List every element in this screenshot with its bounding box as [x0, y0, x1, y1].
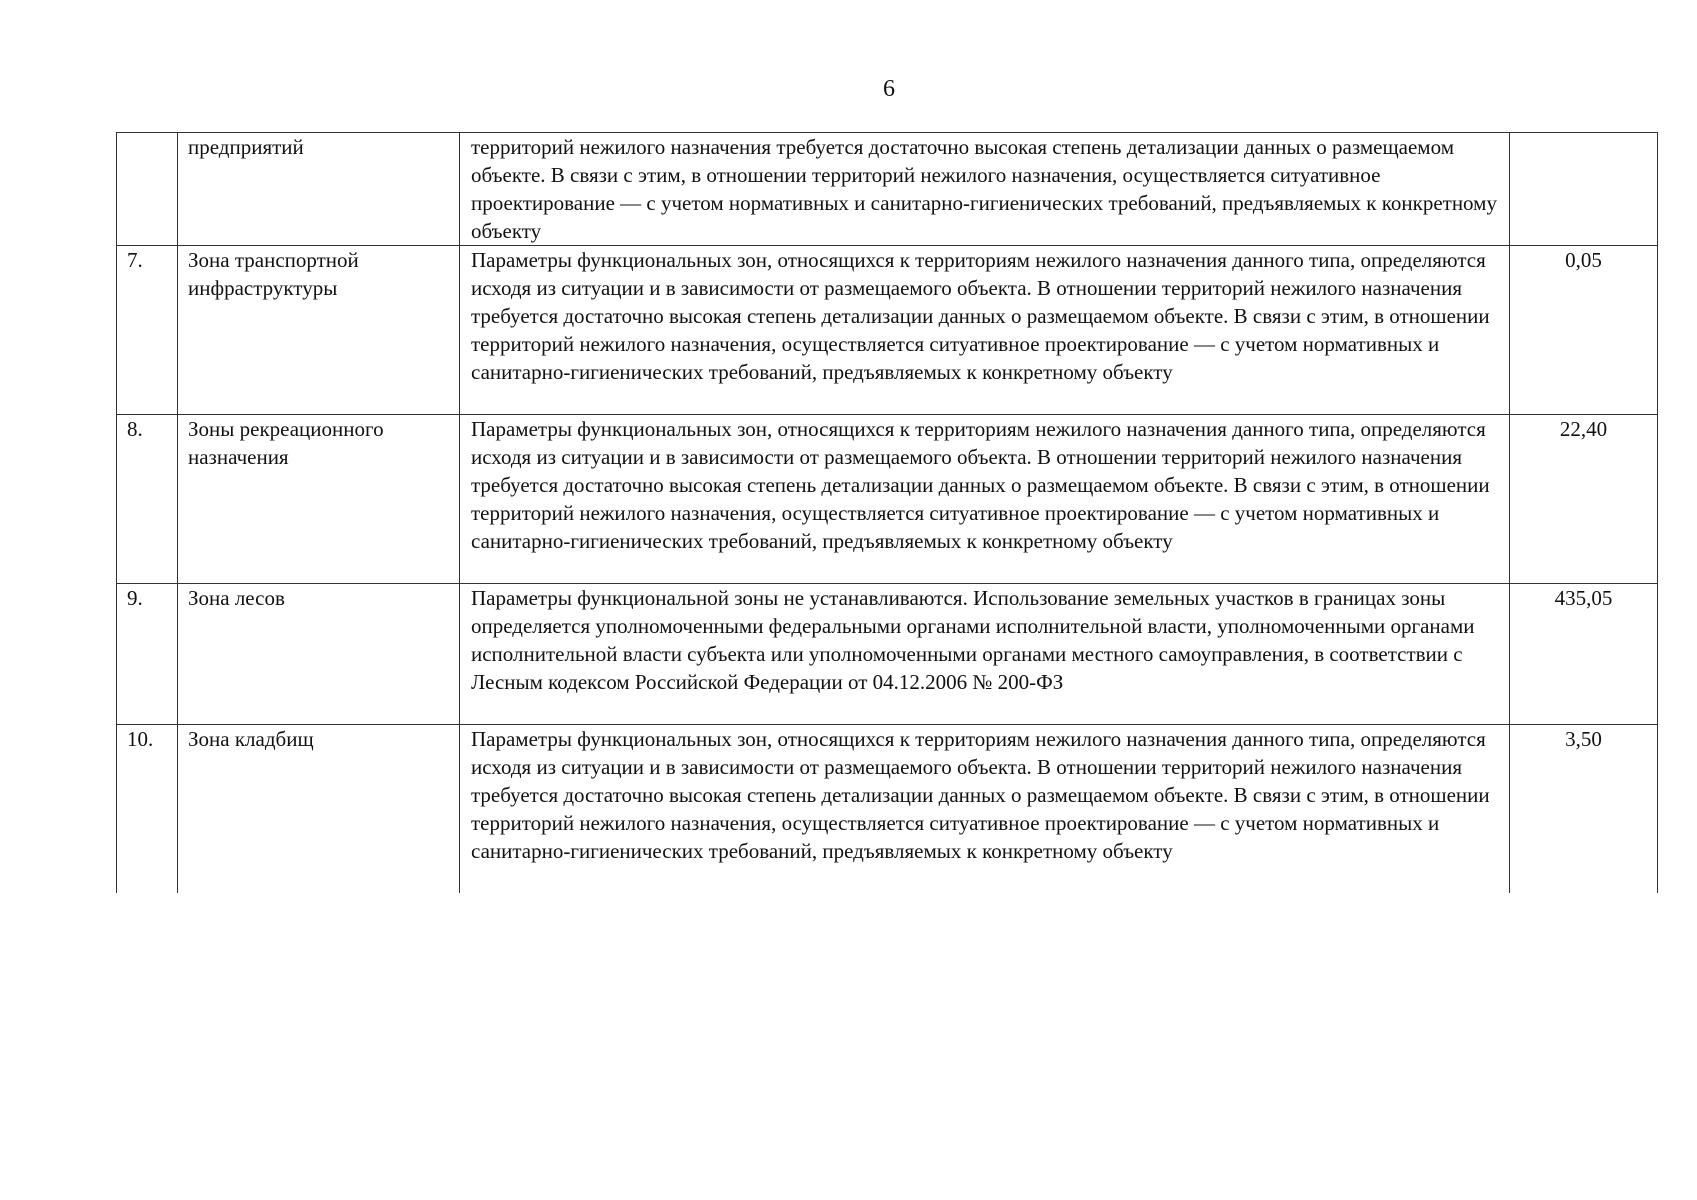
row-number: [117, 133, 178, 246]
page-number: 6: [883, 76, 895, 102]
row-number: 9.: [117, 584, 178, 725]
zone-name: Зона лесов: [178, 584, 460, 725]
row-number: 10.: [117, 725, 178, 894]
zone-area: 435,05: [1510, 584, 1658, 725]
table-row: [117, 584, 1658, 725]
zone-description: территорий нежилого назначения требуется достаточно высокая степень детализации данных о размещаемом объекте. В связи с этим, в отношении территорий нежилого назначения, осуществляется ситуативное проектирование — с учетом нормативных и санитарно-гигиенических требований, предъявляемых к конкретному объекту: [460, 133, 1510, 246]
row-number: 8.: [117, 415, 178, 584]
zone-name: Зона кладбищ: [178, 725, 460, 894]
zone-name: Зона транспортной инфраструктуры: [178, 246, 460, 415]
zone-description: Параметры функциональных зон, относящихся к территориям нежилого назначения данного типа, определяются исходя из ситуации и в зависимости от размещаемого объекта. В отношении территорий нежилого назначения требуется достаточно высокая степень детализации данных о размещаемом объекте. В связи с этим, в отношении территорий нежилого назначения, осуществляется ситуативное проектирование — с учетом нормативных и санитарно-гигиенических требований, предъявляемых к конкретному объекту: [460, 725, 1510, 894]
zone-area: 0,05: [1510, 246, 1658, 415]
zone-name: предприятий: [178, 133, 460, 246]
table-row: [117, 246, 1658, 415]
table-row: [117, 133, 1658, 246]
zone-name: Зоны рекреационного назначения: [178, 415, 460, 584]
zone-description: Параметры функциональных зон, относящихся к территориям нежилого назначения данного типа, определяются исходя из ситуации и в зависимости от размещаемого объекта. В отношении территорий нежилого назначения требуется достаточно высокая степень детализации данных о размещаемом объекте. В связи с этим, в отношении территорий нежилого назначения, осуществляется ситуативное проектирование — с учетом нормативных и санитарно-гигиенических требований, предъявляемых к конкретному объекту: [460, 415, 1510, 584]
zones-table: [116, 132, 1658, 893]
row-number: 7.: [117, 246, 178, 415]
zone-description: Параметры функциональных зон, относящихся к территориям нежилого назначения данного типа, определяются исходя из ситуации и в зависимости от размещаемого объекта. В отношении территорий нежилого назначения требуется достаточно высокая степень детализации данных о размещаемом объекте. В связи с этим, в отношении территорий нежилого назначения, осуществляется ситуативное проектирование — с учетом нормативных и санитарно-гигиенических требований, предъявляемых к конкретному объекту: [460, 246, 1510, 415]
zone-area: [1510, 133, 1658, 246]
zone-area: 3,50: [1510, 725, 1658, 894]
table-row: [117, 415, 1658, 584]
zone-description: Параметры функциональной зоны не устанавливаются. Использование земельных участков в границах зоны определяется уполномоченными федеральными органами исполнительной власти, уполномоченными органами исполнительной власти субъекта или уполномоченными органами местного самоуправления, в соответствии с Лесным кодексом Российской Федерации от 04.12.2006 № 200-ФЗ: [460, 584, 1510, 725]
zone-area: 22,40: [1510, 415, 1658, 584]
table-row: [117, 725, 1658, 894]
